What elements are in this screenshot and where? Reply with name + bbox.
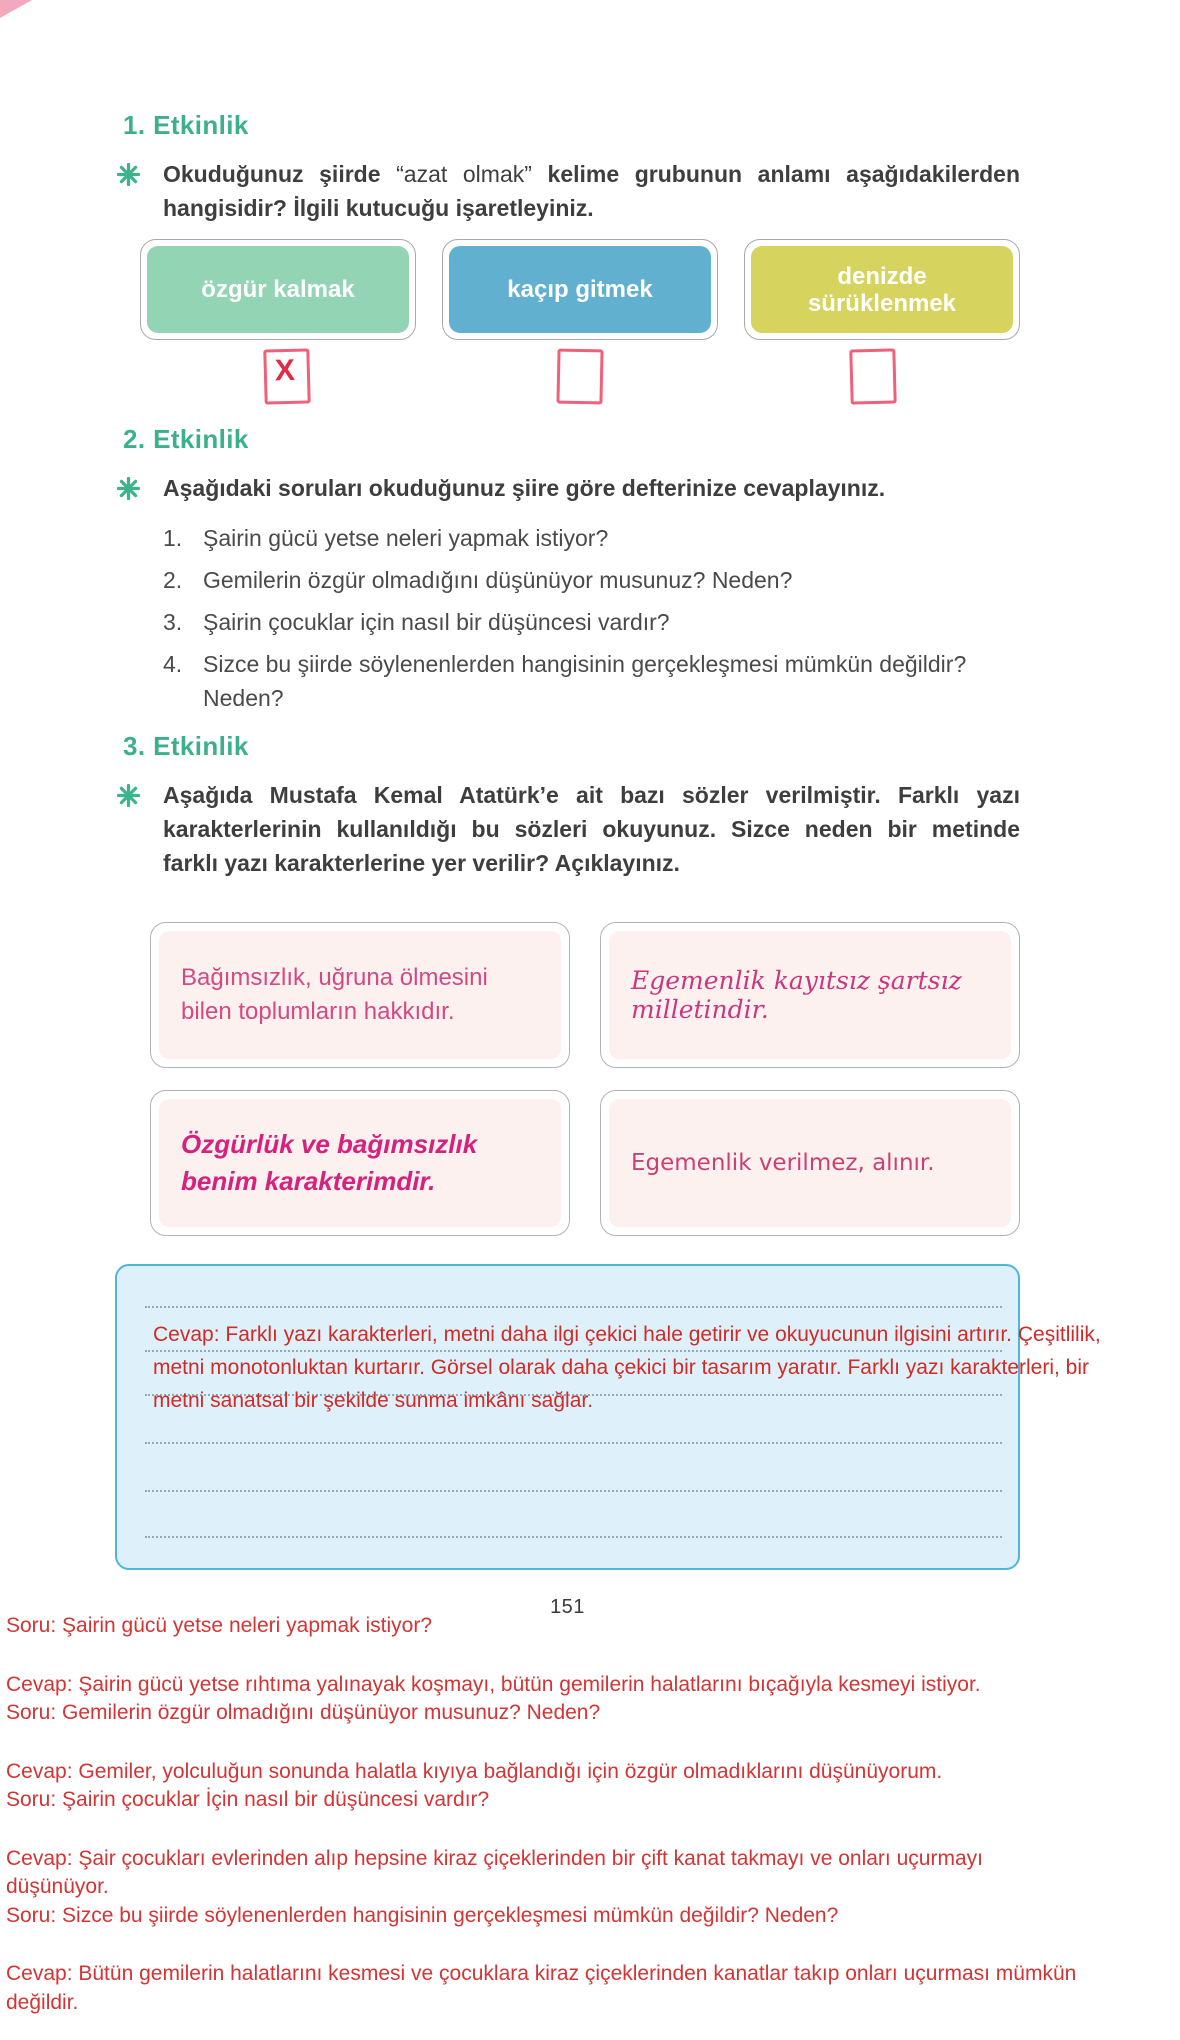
quote-card-3 [150, 1090, 570, 1236]
option-checkbox-2[interactable] [556, 349, 603, 405]
checkbox-row [140, 349, 1020, 404]
option-card-2 [442, 239, 718, 340]
x-mark: X [274, 353, 295, 388]
quote-text-bold: Özgürlük ve bağımsızlık benim karakterimdir. [181, 1129, 478, 1196]
page-corner-decoration [0, 0, 32, 18]
question-item-2 [163, 563, 1020, 597]
annotation-spacer [6, 1728, 1136, 1758]
quote-text-plain: Bağımsızlık, uğruna ölmesini bilen toplumların hakkıdır. [181, 964, 488, 1025]
option-card-3 [744, 239, 1020, 340]
page-content-column [115, 0, 1101, 1619]
quoted-phrase: “azat olmak” [396, 161, 532, 187]
activity2-prompt [163, 471, 1020, 505]
answer-options-row [140, 239, 1020, 340]
option-kacip-gitmek[interactable] [449, 246, 711, 333]
activity3-prompt [163, 778, 1020, 880]
prompt-text: kelime grubunun anlamı aşağıdakilerden [547, 161, 1021, 187]
annotation-spacer [6, 1815, 1136, 1845]
question-text: Sizce bu şiirde söylenenlerden hangisinin gerçekleşmesi mümkün değildir? Neden? [203, 651, 967, 711]
answer-area[interactable] [115, 1264, 1101, 1570]
question-item-1 [163, 521, 1020, 555]
option-card-1 [140, 239, 416, 340]
activity3-prompt-line1: Aşağıda Mustafa Kemal Atatürk’e ait bazı sözler verilmiştir. Farklı yazı [163, 782, 1020, 808]
annotation-question: Soru: Sizce bu şiirde söylenenlerden hangisinin gerçekleşmesi mümkün değildir? Neden? [6, 1903, 839, 1927]
annotation-answer: Cevap: Şairin gücü yetse rıhtıma yalınayak koşmayı, bütün gemilerin halatlarını bıçağıyla kesmeyi istiyor. [6, 1672, 981, 1696]
annotation-question: Soru: Gemilerin özgür olmadığını düşünüyor musunuz? Neden? [6, 1701, 601, 1724]
checkbox-cell-2 [433, 349, 726, 404]
answer-line: Cevap: Farklı yazı karakterleri, metni daha ilgi çekici hale getirir ve okuyucunun ilgisini artırır. Çeşitlilik, [153, 1323, 1101, 1346]
annotation-spacer [6, 1641, 1136, 1671]
option-label: kaçıp gitmek [507, 276, 653, 303]
annotation-answer: düşünüyor. [6, 1875, 109, 1898]
checkbox-cell-3 [727, 349, 1020, 404]
answer-line: metni monotonluktan kurtarır. Görsel olarak daha çekici bir tasarım yaratır. Farklı yazı karakterleri, bir [153, 1356, 1090, 1379]
quote-card-inner [609, 931, 1011, 1059]
dotted-writing-line [145, 1536, 1002, 1538]
qa-annotations [6, 1612, 1136, 2017]
question-text: Gemilerin özgür olmadığını düşünüyor musunuz? Neden? [203, 567, 793, 593]
option-checkbox-3[interactable] [850, 348, 897, 404]
option-denizde-suruklenmek[interactable] [751, 246, 1013, 333]
activity2-heading: 2. Etkinlik [123, 424, 249, 454]
quote-card-4 [600, 1090, 1020, 1236]
annotation-question: Soru: Şairin gücü yetse neleri yapmak istiyor? [6, 1614, 433, 1637]
quote-card-inner [159, 1099, 561, 1227]
starburst-bullet-icon [117, 477, 140, 500]
quote-card-inner [609, 1099, 1011, 1227]
activity3-prompt-line3: farklı yazı karakterlerine yer verilir? Açıklayınız. [163, 850, 680, 876]
quote-text-script: Egemenlik kayıtsız şartsız milletindir. [631, 966, 962, 1024]
annotation-answer: Cevap: Şair çocukları evlerinden alıp hepsine kiraz çiçeklerinden bir çift kanat takmayı ve onları uçurmayı [6, 1846, 983, 1870]
activity2-prompt-text: Aşağıdaki soruları okuduğunuz şiire göre defterinize cevaplayınız. [163, 475, 886, 501]
question-number: 1. [163, 525, 183, 551]
answer-line: metni sanatsal bir şekilde sunma imkânı sağlar. [153, 1389, 594, 1412]
annotation-answer: Cevap: Bütün gemilerin halatlarını kesmesi ve çocuklara kiraz çiçeklerinden kanatlar takıp onları uçurması mümkün [6, 1962, 1077, 1985]
option-checkbox-1[interactable] [263, 348, 310, 404]
ataturk-quotes-grid [150, 922, 1020, 1236]
annotation-question: Soru: Şairin çocuklar İçin nasıl bir düşüncesi vardır? [6, 1788, 490, 1811]
activity3-prompt-line2: karakterlerinin kullanıldığı bu sözleri okuyunuz. Sizce neden bir metinde [163, 816, 1020, 842]
option-ozgur-kalmak[interactable] [147, 246, 409, 333]
question-number: 3. [163, 609, 183, 635]
quote-card-2 [600, 922, 1020, 1068]
dotted-writing-line [145, 1306, 1002, 1308]
dotted-writing-line [145, 1490, 1002, 1492]
option-label: özgür kalmak [201, 276, 355, 303]
activity1-heading: 1. Etkinlik [123, 110, 249, 140]
activity3-heading: 3. Etkinlik [123, 731, 249, 761]
activity1-prompt [163, 157, 1020, 225]
quote-text-handwriting: Egemenlik verilmez, alınır. [631, 1150, 935, 1176]
handwritten-answer [153, 1318, 1101, 1417]
activity1-prompt-line2: hangisidir? İlgili kutucuğu işaretleyiniz. [163, 195, 594, 221]
starburst-bullet-icon [117, 163, 140, 186]
quote-card-inner [159, 931, 561, 1059]
question-list [163, 521, 1020, 715]
question-text: Şairin gücü yetse neleri yapmak istiyor? [203, 525, 609, 551]
quote-card-1 [150, 922, 570, 1068]
checkbox-cell-1 [140, 349, 433, 404]
annotation-answer: Cevap: Gemiler, yolculuğun sonunda halatla kıyıya bağlandığı için özgür olmadıklarını düşünüyorum. [6, 1759, 943, 1783]
page-number: 151 [550, 1596, 585, 1618]
annotation-spacer [6, 1930, 1136, 1960]
question-number: 4. [163, 651, 183, 677]
question-text: Şairin çocuklar için nasıl bir düşüncesi vardır? [203, 609, 670, 635]
starburst-bullet-icon [117, 784, 140, 807]
question-item-4 [163, 647, 1020, 715]
prompt-text: Okuduğunuz şiirde [163, 161, 381, 187]
question-item-3 [163, 605, 1020, 639]
option-label: denizde sürüklenmek [807, 262, 957, 317]
dotted-writing-line [145, 1442, 1002, 1444]
activity1-prompt-line1 [163, 157, 1020, 191]
annotation-answer: değildir. [6, 1990, 79, 2014]
question-number: 2. [163, 567, 183, 593]
